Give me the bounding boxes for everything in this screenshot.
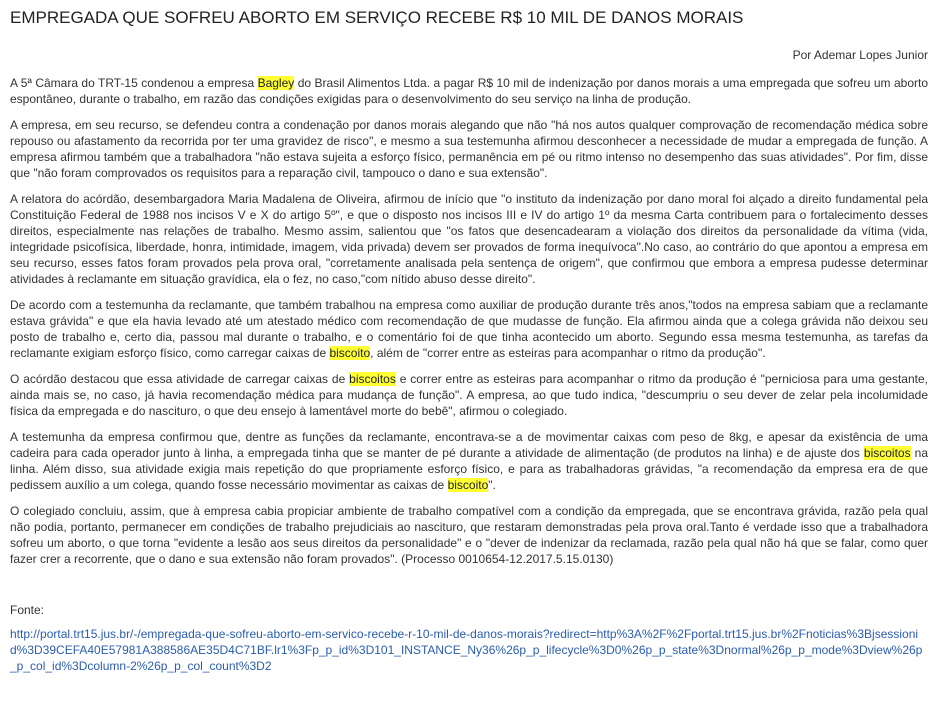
source-link[interactable]: http://portal.trt15.jus.br/-/empregada-que-sofreu-aborto-em-servico-recebe-r-10-mil-de-danos-morais?redirect=http%3A%2F%2Fportal.trt15.jus.br%2Fnoticias%3Bjsessionid%3D39CEFA40E57981A388586AE35D4C71BF.lr1%3Fp_p_id%3D101_INSTANCE_Ny36%26p_p_lifecycle%3D0%26p_p_state%3Dnormal%26p_p_mode%3Dview%26p_p_col_id%3Dcolumn-2%26p_p_col_count%3D2 [10,627,923,673]
search-highlight: Bagley [257,76,295,90]
text: A 5ª Câmara do TRT-15 condenou a empresa [10,76,258,90]
text: ". [488,478,496,492]
paragraph-2: A empresa, em seu recurso, se defendeu contra a condenação por danos morais alegando que não "há nos autos qualquer comprovação de recomendação médica sobre repouso ou afastamento da recorrida por ter uma gravidez de risco", e mesmo a sua testemunha afirmou desconhecer a necessidade de mudar a empregada de função. A empresa afirmou também que a trabalhadora "não estava sujeita a esforço físico, permanência em pé ou ritmo intenso no desempenho das suas atividades". Por fim, disse que "não foram comprovados os requisitos para a reparação civil, tampouco o dano e sua extensão". [10,118,928,180]
text: do Brasil Alimentos Ltda. a pagar R$ 10 mil de indenização por danos morais a uma empregada que sofreu um aborto espontâneo, durante o trabalho, em razão das condições exigidas para o desenvolvimento do seu serviço na linha de produção. [10,76,928,106]
search-highlight: biscoito [447,478,489,492]
text: na linha. Além disso, sua atividade exigia mais repetição do que propriamente esforço físico, e para as trabalhadoras grávidas, "a recomendação da empresa era de que pedissem auxílio a um colega, quando fosse necessário movimentar as caixas de [10,446,928,492]
source-label: Fonte: [10,603,45,617]
text: A testemunha da empresa confirmou que, dentre as funções da reclamante, encontrava-se a de movimentar caixas com peso de 8kg, e apesar da existência de uma cadeira para cada operador junto à linha, a empregada tinha que se manter de pé durante a atividade de alimentação (de produtos na linha) e de ajuste dos [10,430,928,460]
paragraph-5 [10,371,928,419]
text: O acórdão destacou que essa atividade de carregar caixas de [10,372,350,386]
paragraph-3: A relatora do acórdão, desembargadora Maria Madalena de Oliveira, afirmou de início que "o instituto da indenização por dano moral foi alçado a direito fundamental pela Constituição Federal de 1988 nos incisos V e X do artigo 5º", e que o disposto nos incisos III e IV do artigo 1º da mesma Carta contribuem para o fortalecimento desses direitos, especialmente nas relações de trabalho. Mesmo assim, salientou que "os fatos que desencadearam a violação dos direitos da personalidade da vítima (vida, integridade psicofísica, liberdade, honra, intimidade, imagem, vida privada) devem ser provados de forma inequívoca".No caso, ao contrário do que apontou a empresa em seu recurso, esses fatos foram provados pela prova oral, "corretamente analisada pela sentença de origem", que confirmou que embora a empresa pudesse determinar atividades à reclamante em situação gravídica, ela o fez, no caso,"com nítido abuso desse direito". [10,192,928,286]
text: De acordo com a testemunha da reclamante, que também trabalhou na empresa como auxiliar de produção durante três anos,"todos na empresa sabiam que a reclamante estava grávida" e que ela havia levado até um atestado médico com recomendação de que mudasse de função. Ela afirmou ainda que a colega grávida não deixou seu posto de trabalho e, certo dia, passou mal durante o trabalho, e o comentário foi de que tinha acontecido um aborto. Segundo essa mesma testemunha, as tarefas da reclamante exigiam esforço físico, como carregar caixas de [10,298,928,360]
search-highlight: biscoitos [349,372,396,386]
paragraph-7: O colegiado concluiu, assim, que à empresa cabia propiciar ambiente de trabalho compatível com a condição da empregada, que se encontrava grávida, razão pela qual não podia, portanto, permanecer em condições de trabalho prejudiciais ao nascituro, que restaram demonstradas pela prova oral.Tanto é verdade isso que a trabalhadora sofreu um aborto, o que torna "evidente a lesão aos seus direitos da personalidade" e o "dever de indenizar da reclamada, razão pela qual não há que se falar, como quer fazer crer a recorrente, que o dano e sua extensão não foram provados". (Processo 0010654-12.2017.5.15.0130) [10,504,928,566]
text: e correr entre as esteiras para acompanhar o ritmo da produção é "perniciosa para uma gestante, ainda mais se, no caso, já havia recomendação médica para mudança de função". A empresa, ao que tudo indica, "descumpriu o seu dever de zelar pela incolumidade física da empregada e do nascituro, o que deu ensejo à lamentável morte do bebê", afirmou o colegiado. [10,372,928,418]
search-highlight: biscoito [329,346,371,360]
paragraph-6 [10,429,928,493]
article-author: Por Ademar Lopes Junior [792,48,928,62]
text: , além de "correr entre as esteiras para acompanhar o ritmo da produção". [370,346,766,360]
article-body [10,75,928,567]
paragraph-1 [10,75,928,107]
article-title: EMPREGADA QUE SOFREU ABORTO EM SERVIÇO RECEBE R$ 10 MIL DE DANOS MORAIS [10,8,744,27]
paragraph-4 [10,297,928,361]
search-highlight: biscoitos [863,446,911,460]
